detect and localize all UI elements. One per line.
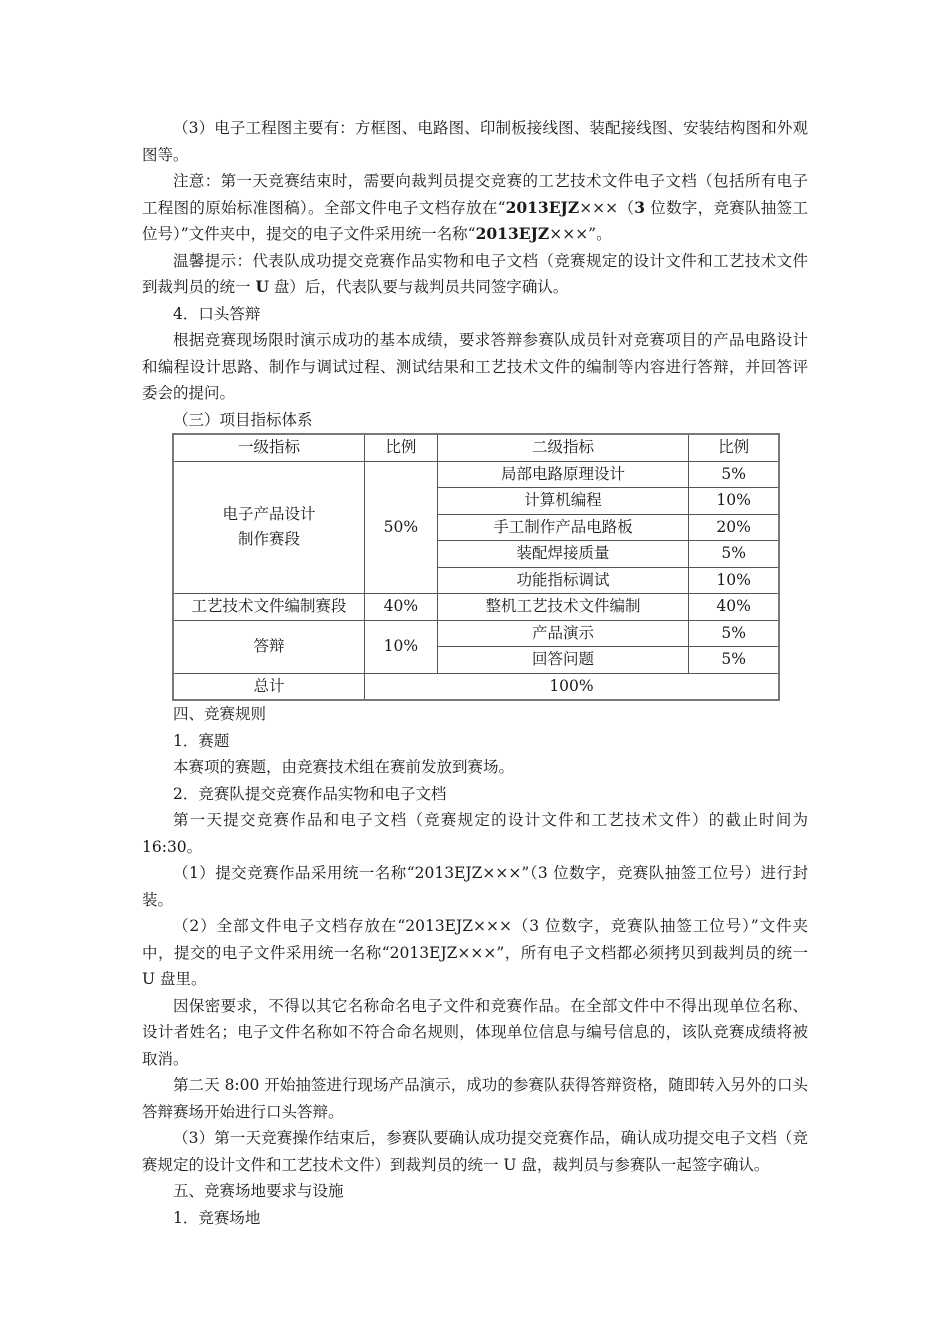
rules-submit-p5: 第二天 8:00 开始抽签进行现场产品演示，成功的参赛队获得答辩资格，随即转入另外的口头答辩赛场开始进行口头答辩。 [142,1076,808,1121]
rules-submit-p3: （2）全部文件电子文档存放在“2013EJZ×××（3 位数字，竞赛队抽签工位号）”文件夹中，提交的电子文件采用统一名称“2013EJZ×××”，所有电子文档都必须拷贝到裁判员的统一 U 盘里。 [142,917,808,988]
table-header-row [173,434,779,461]
header-ratio2: 比例 [689,434,779,461]
sub-item: 局部电路原理设计 [437,461,689,488]
text: （3）电子工程图主要有：方框图、电路图、印制板接线图、装配接线图、安装结构图和外观图等。 [142,119,808,164]
group-design-name [173,461,364,594]
sub-item: 手工制作产品电路板 [437,514,689,541]
section-oral-defense-text: 根据竞赛现场限时演示成功的基本成绩，要求答辩参赛队成员针对竞赛项目的产品电路设计和编程设计思路、制作与调试过程、测试结果和工艺技术文件的编制等内容进行答辩，并回答评委会的提问。 [142,331,808,402]
text: 位数字，竞赛队抽签工位号）”文件夹中，提交的电子文件采用统一名称“ [142,198,808,243]
rules-submit-p6: （3）第一天竞赛操作结束后，参赛队要确认成功提交竞赛作品，确认成功提交电子文档（竞赛规定的设计文件和工艺技术文件）到裁判员的统一 U 盘，裁判员与参赛队一起签字确认。 [142,1129,808,1174]
sub-item: 计算机编程 [437,488,689,515]
sub-ratio: 5% [689,620,779,647]
venue-heading: 五、竞赛场地要求与设施 [173,1182,344,1200]
sub-ratio: 10% [689,488,779,515]
folder-code: 2013EJZ [505,197,580,217]
total-label: 总计 [173,673,364,700]
document-page [142,115,808,1231]
group-docs-name: 工艺技术文件编制赛段 [173,594,364,621]
sub-item: 功能指标调试 [437,567,689,594]
u-letter: U [255,277,269,296]
paragraph-tip [142,248,808,301]
table-title: （三）项目指标体系 [173,410,313,429]
sub-ratio: 5% [689,461,779,488]
group-defense-ratio: 10% [364,620,437,673]
text: 注意：第一天竞赛结束时，需要向裁判员提交竞赛的工艺技术文件电子文档（包括所有电子工程图的原始标准图稿）。全部文件电子文档存放在“ [142,172,808,217]
rules-submit-heading: 2．竞赛队提交竞赛作品实物和电子文档 [173,784,447,803]
sub-item: 回答问题 [437,647,689,674]
table-row [173,620,779,647]
total-value: 100% [364,673,779,700]
group-design-ratio: 50% [364,461,437,594]
table-total-row [173,673,779,700]
text: 制作赛段 [237,530,300,549]
rules-topic-text: 本赛项的赛题，由竞赛技术组在赛前发放到赛场。 [173,758,515,776]
table-row [173,594,779,621]
rules-heading: 四、竞赛规则 [173,705,267,723]
paragraph-notice [142,168,808,248]
text: 盘）后，代表队要与裁判员共同签字确认。 [268,278,569,296]
header-level2: 二级指标 [437,434,689,461]
sub-item: 整机工艺技术文件编制 [437,594,689,621]
rules-topic-heading: 1．赛题 [173,731,230,750]
paragraph-engineering-drawings [142,115,808,168]
group-docs-ratio: 40% [364,594,437,621]
rules-submit-p2: （1）提交竞赛作品采用统一名称“2013EJZ×××”（3 位数字，竞赛队抽签工位号）进行封装。 [142,864,808,909]
sub-item: 产品演示 [437,620,689,647]
text: ×××（ [579,198,635,217]
rules-submit-p1: 第一天提交竞赛作品和电子文档（竞赛规定的设计文件和工艺技术文件）的截止时间为 16:30。 [142,811,808,856]
venue-site-heading: 1．竞赛场地 [173,1208,261,1227]
file-code: 2013EJZ [475,224,550,243]
indicator-table [172,433,780,701]
rules-submit-p4: 因保密要求，不得以其它名称命名电子文件和竞赛作品。在全部文件中不得出现单位名称、设计者姓名；电子文件名称如不符合命名规则，体现单位信息与编号信息的，该队竞赛成绩将被取消。 [142,996,808,1068]
sub-ratio: 5% [689,647,779,674]
text: 电子产品设计 [222,505,316,524]
sub-ratio: 40% [689,594,779,621]
sub-item: 装配焊接质量 [437,541,689,568]
table-row [173,461,779,488]
sub-ratio: 20% [689,514,779,541]
sub-ratio: 10% [689,567,779,594]
header-level1: 一级指标 [173,434,364,461]
section-oral-defense-heading: 4．口头答辩 [173,304,261,323]
group-defense-name: 答辩 [173,620,364,673]
header-ratio1: 比例 [364,434,437,461]
text: ×××”。 [549,225,612,243]
digit-count: 3 [634,197,646,217]
text: 温馨提示：代表队成功提交竞赛作品实物和电子文档（竞赛规定的设计文件和工艺技术文件到裁判员的统一 [142,251,808,296]
sub-ratio: 5% [689,541,779,568]
